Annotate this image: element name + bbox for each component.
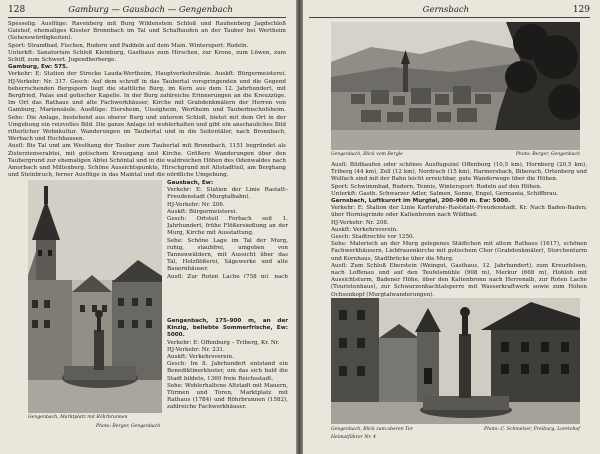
gausbach-line: Auskft: Bürgermeisterei. xyxy=(167,208,238,215)
right-page-number: 129 xyxy=(572,5,590,15)
gernsbach-line: Verkehr: E: Station der Linie Karlsruhe–Raststatt–Freudenstadt, Kr. Nach Baden-Baden; über Hornisgrinde oder Kaltenbronn nach Wildbad. xyxy=(331,205,587,219)
gamburg-heading: Gamburg, Ew: 575. xyxy=(8,64,68,71)
footer-note-text: Heimatführer Nr. 4 xyxy=(331,435,376,440)
book-gutter xyxy=(296,0,303,454)
ausflug-paragraph: Ausfl: Bis Tal und am Westhang der Tauber zum Taubertal mit Bronnbach, 1151 begründet als Zisterzienserabtei, mit gotischem Kreuzgang und Kirche. Größere Wanderungen über den Taubergrund zur ehemaligen Abtei Schöntal und in die waldreichen Höhen des Odenwaldes nach Amorbach und Miltenberg. Schöne Aussichtspunkte, Hirschgrund mit Altstadtteil, am Berghang und Steinbruch, ferner Ausflüge in das Maintal und die nördliche Umgebung. xyxy=(8,143,286,177)
gengenbach-heading: Gengenbach, 175–900 m, an der Kinzig, beliebte Sommerfrische, Ew: 5000. xyxy=(167,318,288,339)
gernsbach-line: Ausfl: Zum Schloß Eberstein (Weingut, Gasthaus, 12. Jahrhundert), zum Kreuzfelsen, nach Loffenau und auf den Teufelsmühle (908 m), Merkur (668 m), Hohloh mit Aussichtsturm, Badener Höhe, über den Kaltenbronn nach Herrenalb, zur Roten Lache (Touristenhaus), zur Schwarzenbachtalsperre mit Wasserkraftwerk sowie zum Hohen Ochsenkopf (Murgtalwanderungen). xyxy=(331,262,587,298)
gausbach-section xyxy=(167,180,288,278)
unterkunft-paragraph: Unterkft: Sanatorium Schloß Kleinburg, Gasthaus zum Hirschen, zur Krone, zum Löwen, zum Schiff, zum Schwert. Jugendherberge. xyxy=(8,49,286,64)
gengenbach-line: Gesch: Im 8. Jahrhundert entstand ein Benediktinerkloster, um das sich bald die Stadt bildete, 1360 freie Reichsstadt. xyxy=(167,361,288,382)
right-head-rule xyxy=(309,17,590,18)
tor-caption xyxy=(331,427,580,433)
tor-credit-text: Photo: C. Schmelzer, Freiburg, Loretohof xyxy=(484,427,580,432)
gengenbach-line: Verkehr: E: Offenburg – Triberg, Kr. Nr. xyxy=(167,339,280,346)
gausbach-line: Gesch: Ortsteil Forbach seit 1. Jahrhundert, frühe Flößersiedlung an der Murg, Kirche mit Ausstattung. xyxy=(167,216,288,237)
gernsbach-line: Sehe: Malerisch an der Murg gelegenes Städtchen mit altem Rathaus (1617), schönen Fachwerkhäusern, Liebfrauenkirche mit gotischem Chor (Grabdenkmäler), Storchenturm und Kornhaus, Stadtbrücke über die Murg. xyxy=(331,241,587,262)
right-page xyxy=(303,0,600,454)
left-head-title: Gamburg — Gausbach — Gengenbach xyxy=(68,5,233,15)
panorama-credit-text: Photo: Berger, Gengenbach xyxy=(515,152,580,157)
gengenbach-line: Auskft: Verkehrsverein. xyxy=(167,354,234,361)
marktplatz-credit xyxy=(96,424,160,430)
gernsbach-line: Auskft: Verkehrsverein. xyxy=(331,226,398,233)
gengenbach-cont-line: Sport: Schwimmbad, Rudern, Tennis, Wintersport: Rodeln auf den Höhen. xyxy=(331,183,542,190)
marktplatz-caption xyxy=(28,415,162,421)
gengenbach-section xyxy=(167,318,288,424)
right-text-block xyxy=(331,162,587,302)
left-page-number: 128 xyxy=(8,5,26,15)
tor-caption-text: Gengenbach, Blick zum oberen Tor xyxy=(331,427,413,432)
gausbach-line: HJ-Verkehr: Nr. 206. xyxy=(167,201,225,208)
marktplatz-photo xyxy=(28,180,162,413)
gernsbach-line: Gesch: Stadtrechte vor 1250. xyxy=(331,234,415,241)
left-page xyxy=(0,0,296,454)
right-head-title: Gernsbach xyxy=(422,5,470,15)
marktplatz-credit-text: Photo: Berger, Gengenbach xyxy=(96,424,161,429)
panorama-caption xyxy=(331,152,580,158)
spessart-paragraph: Spesselig. Ausflüge: Ravenberg mit Burg Wildenstein Schloß und Rauhenberg Jagdschloß Gaishof, ehemaliges Kloster Bronnbach im Tal und Schafhaufen an der Tauber bei Wertheim (Sehenswürdigkeiten). xyxy=(8,21,286,42)
gengenbach-line: HJ-Verkehr: Nr. 231. xyxy=(167,346,225,353)
left-top-text xyxy=(8,21,286,177)
gausbach-heading: Gausbach, Ew: xyxy=(167,180,214,186)
gausbach-line: Sehe: Schöne Lage im Tal der Murg, ruhig, staubfrei, umgeben von Tannenwäldern, mit Aussicht über das Tal, Holzflößerei, Sägewerke und alte Bauernhäuser. xyxy=(167,237,288,273)
panorama-caption-text: Gengenbach, Blick vom Bergle xyxy=(331,152,403,157)
gausbach-line: Verkehr: E: Station der Linie Rastatt–Freudenstadt (Murgtalbahn). xyxy=(167,187,288,201)
left-head-rule xyxy=(8,17,286,18)
panorama-photo xyxy=(331,22,580,150)
gausbach-line: Ausfl: Zur Roten Lache (758 m), nach xyxy=(167,273,288,278)
left-running-head xyxy=(8,5,286,15)
gernsbach-heading: Gernsbach, Luftkurort im Murgtal, 200–900 m. Ew: 5000. xyxy=(331,198,511,205)
marktplatz-caption-text: Gengenbach, Marktplatz mit Röhrbrunnen xyxy=(28,415,128,420)
sport-paragraph: Sport: Strandbad, Fischen, Rudern und Paddeln auf dem Main. Wintersport: Rodeln. xyxy=(8,42,249,49)
gengenbach-line: Sehe: Wohlerhaltene Altstadt mit Mauern, Türmen und Toren, Marktplatz mit Rathaus (1784) und Röhrbrunnen (1582), zahlreiche Fachwerkhäuser. xyxy=(167,382,288,411)
right-running-head xyxy=(309,5,590,15)
gernsbach-line: HJ-Verkehr: Nr. 208. xyxy=(331,219,389,226)
gengenbach-cont-line: Ausfl: Bildhaufen oder schönes Ausflugsziel Offenburg (10,5 km), Hornberg (20,5 km), Triberg (44 km), Zell (12 km), Nordrach (15 km), Harmersbach, Biberach, Ortenberg und Wolfach sind mit der Bahn leicht erreichbar, gute Wanderwege über die Höhen. xyxy=(331,162,587,183)
tor-photo xyxy=(331,298,580,424)
footer-note xyxy=(331,435,376,441)
gengenbach-cont-line: Unterkft: Gasth. Schwarzer Adler, Salmen, Sonne, Engel, Germania, Schiffbrau. xyxy=(331,190,559,197)
gamburg-body: Verkehr: E: Station der Strecke Lauda-Wertheim, Hauptverkehrslinie. Auskft: Bürgermeisterei. HJ-Verkehr: Nr. 317. Gesch: Auf dem schroff in das Taubertal vorspringenden und die Gegend beherrschenden Bergsporn liegt die stattliche Burg, im Kern aus dem 12. Jahrhundert, mit Bergfried, Palas und gotischer Kapelle. In der Burg zahlreiche Erinnerungen an die Kreuzzüge. Im Ort das Rathaus und alte Fachwerkhäuser, Kirche mit Grabdenkmälern der Herren von Gamburg, Mariensäule. Ausflüge: Eiersheim, Uissigheim, Wertheim und Tauberbischofsheim. Sehe: Die Anlage, bestehend aus oberer Burg und unterem Schloß, bietet mit dem Ort in der Umgebung ein reizvolles Bild. Die ganze Anlage ist wohlerhalten und gibt ein anschauliches Bild ritterlicher Wohnkultur. Wanderungen im Taubertal und in die Seitentäler, nach Bronnbach, Werbach und Hochhausen. xyxy=(8,71,286,143)
